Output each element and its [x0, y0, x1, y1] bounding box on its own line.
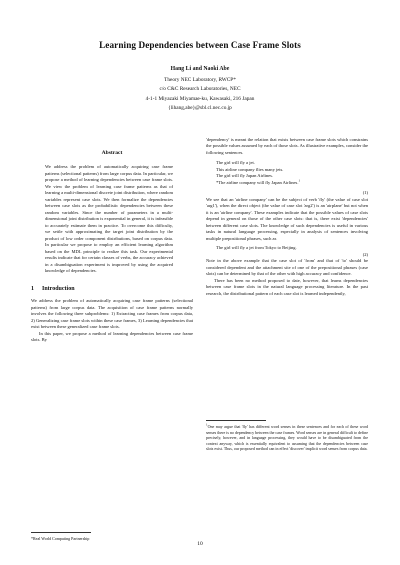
affiliation-line: c/o C&C Research Laboratories, NEC — [159, 86, 241, 93]
page-number: 10 — [197, 541, 203, 547]
right-column — [206, 137, 368, 297]
body-paragraph: 'dependency' is meant the relation that exists between case frame slots which constrains the possible values assumed by each of those slots. As illustrative examples, consider the following sentences. — [206, 137, 368, 155]
body-paragraph: There has been no method proposed to date, however, that learns dependencies between case frame slots in the natural language processing literature. In the past research, the distributional pattern of each case slot is learned independently, — [206, 277, 368, 296]
affiliation-email: {lihang,abe}@sbl.cl.nec.co.jp — [168, 105, 232, 112]
example-sentence: The girl will fly Japan Airlines. — [216, 173, 274, 179]
section-title: Introduction — [42, 285, 75, 292]
section-number: 1 — [31, 285, 34, 292]
paper-title: Learning Dependencies between Case Frame Slots — [99, 40, 301, 50]
equation-number: (1) — [362, 190, 368, 196]
footnote-right — [206, 412, 368, 452]
left-column — [31, 150, 193, 344]
abstract-text: We address the problem of automatically acquiring case frame patterns (selectional patterns) from large corpus data. In particular, we propose a method of learning dependencies between case frame slots. We view the problem of learning case frame patterns as that of learning a multi-dimensional discrete joint distribution, where random variables represent case slots. We then formalize the dependencies between case slots as the probabilistic dependencies between these random variables. Since the number of parameters in a multi-dimensional joint distribution is exponential in general, it is infeasible to accurately estimate them in practice. To overcome this difficulty, we settle with approximating the target joint distribution by the product of low order component distributions, based on corpus data. In particular we propose to employ an efficient learning algorithm based on the MDL principle to realize this task. Our experimental results indicate that for certain classes of verbs, the accuracy achieved in a disambiguation experiment is improved by using the acquired knowledge of dependencies. — [45, 164, 173, 274]
section-heading — [31, 286, 193, 292]
paper-authors: Hang Li and Naoki Abe — [170, 66, 230, 72]
affiliation-line: Theory NEC Laboratory, RWCP* — [164, 77, 236, 83]
abstract-heading: Abstract — [101, 150, 123, 156]
footnote-left — [31, 524, 193, 542]
example-sentence: This airline company flies many jets. — [216, 166, 284, 172]
affiliation-block — [0, 76, 400, 114]
intro-paragraph: In this paper, we propose a method of learning dependencies between case frame slots. By — [31, 330, 193, 343]
body-paragraph: We see that an 'airline company' can be the subject of verb 'fly' (the value of case slot 'arg1'), when the direct object (the value of case slot 'arg2') is an 'airplane' but not when it is an 'airline company'. These examples indicate that the possible values of case slots depend in general on those of the other case slots: that is, there exist 'dependencies' between different case slots. The knowledge of such dependencies is useful in various tasks in natural language processing, especially in analysis of sentences involving multiple prepositional phrases, such as — [206, 196, 368, 241]
example-sentence: The girl will fly a jet from Tokyo to Beijing. — [216, 245, 297, 251]
footnote-text: $^1$One may argue that 'fly' has different word senses in these sentences and for each of these word senses there is no dependency between the case frames. Word senses are in general difficult to define precisely, however, and in language processing, they would have to be disambiguated from the context anyway, which is essentially equivalent to assuming that the dependencies between case slots exist. Thus, our proposed method can in effect 'discover' implicit word senses from corpus data. — [206, 422, 368, 452]
example-sentence: *The airline company will fly Japan Airlines.$^1$ — [216, 178, 301, 185]
body-paragraph: Note in the above example that the case slot of 'from' and that of 'to' should be considered dependent and the attachment site of one of the prepositional phrases (case slots) can be determined by that of the other with high accuracy and confidence. — [206, 258, 368, 277]
example-sentences — [216, 160, 368, 186]
affiliation-line: 4-1-1 Miyazaki Miyamae-ku, Kawasaki, 216 Japan — [145, 95, 255, 102]
footnote-rule — [206, 420, 266, 421]
equation-number: (2) — [362, 251, 368, 257]
intro-paragraph: We address the problem of automatically acquiring case frame patterns (selectional patterns) from large corpus data. The acquisition of case frame patterns normally involves the following three subproblems: 1) Extracting case frames from corpus data, 2) Generalizing case frame slots within these case frames, 3) Learning dependencies that exist between these generalized case frame slots. — [31, 298, 193, 330]
example-sentence: The girl will fly a jet. — [216, 160, 255, 166]
footnote-text: *Real World Computing Partnership — [31, 536, 90, 541]
footnote-rule — [31, 532, 91, 533]
